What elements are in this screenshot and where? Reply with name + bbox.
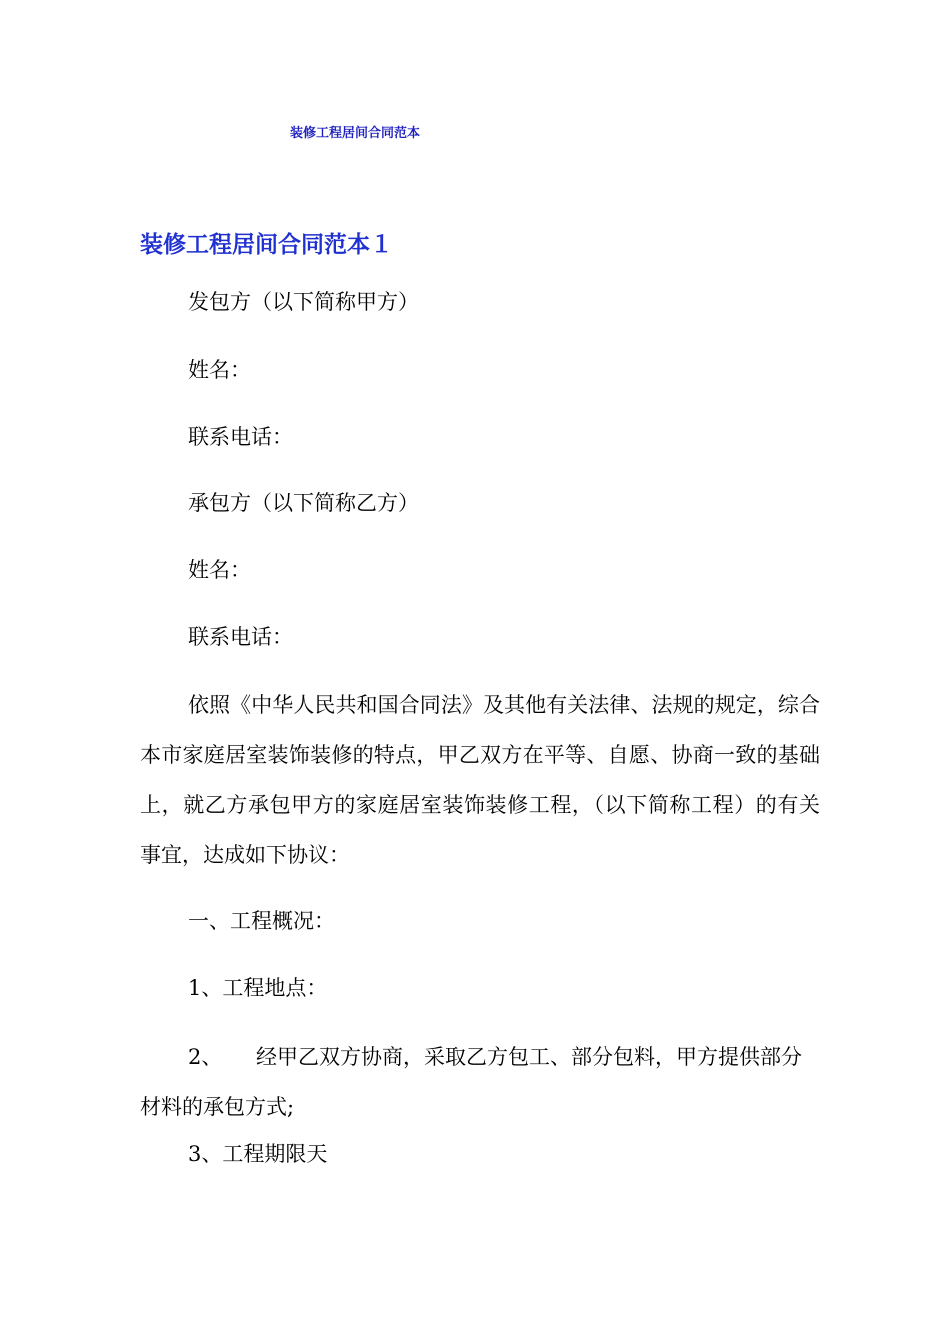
section-1-heading: 一、工程概况： bbox=[188, 909, 335, 933]
running-header: 装修工程居间合同范本 bbox=[290, 126, 421, 141]
party-b-name-field: 姓名： bbox=[188, 558, 251, 582]
item-1-location: 1、工程地点： bbox=[188, 976, 328, 1000]
party-a-phone-field: 联系电话： bbox=[188, 425, 293, 449]
item-2-number: 2、 bbox=[188, 1045, 223, 1069]
preamble-paragraph: 依照《中华人民共和国合同法》及其他有关法律、法规的规定，综合本市家庭居室装饰装修的特点，甲乙双方在平等、自愿、协商一致的基础上，就乙方承包甲方的家庭居室装饰装修工程，（以下简称工程）的有关事宜，达成如下协议： bbox=[140, 693, 820, 867]
item-2-text: 经甲乙双方协商，采取乙方包工、部分包料，甲方提供部分材料的承包方式; bbox=[140, 1045, 802, 1119]
party-a-name-field: 姓名： bbox=[188, 358, 251, 382]
item-3-duration: 3、工程期限天 bbox=[188, 1142, 328, 1166]
party-b-phone-field: 联系电话： bbox=[188, 625, 293, 649]
document-title: 装修工程居间合同范本１ bbox=[140, 232, 393, 258]
party-b-label: 承包方（以下简称乙方） bbox=[188, 491, 419, 515]
item-2-contract-mode bbox=[140, 1032, 820, 1132]
party-a-label: 发包方（以下简称甲方） bbox=[188, 290, 419, 314]
